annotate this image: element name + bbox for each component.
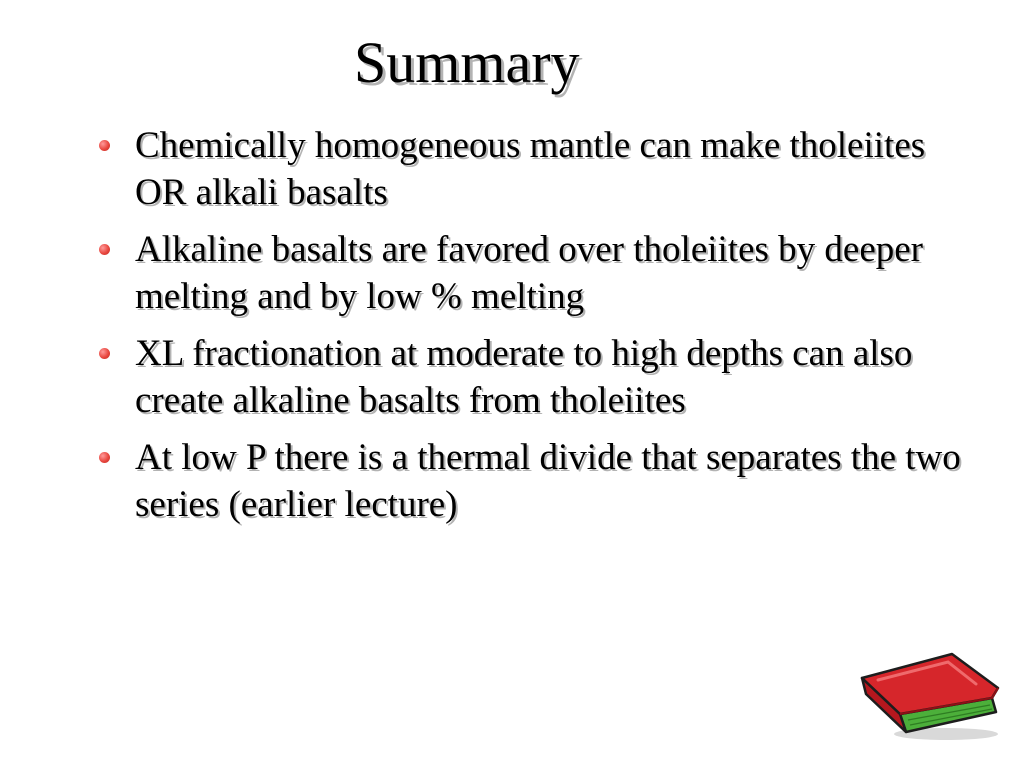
bullet-dot-icon	[99, 348, 110, 359]
bullet-text: XL fractionation at moderate to high depths can also create alkaline basalts from tholeiites	[135, 333, 913, 421]
bullet-dot-icon	[99, 244, 110, 255]
bullet-text: At low P there is a thermal divide that separates the two series (earlier lecture)	[135, 437, 961, 525]
bullet-list	[96, 122, 966, 538]
bullet-dot-icon	[99, 140, 110, 151]
bullet-item	[96, 330, 966, 424]
bullet-item	[96, 122, 966, 216]
bullet-text: Alkaline basalts are favored over tholeiites by deeper melting and by low % melting	[135, 229, 923, 317]
bullet-dot-icon	[99, 452, 110, 463]
bullet-item	[96, 434, 966, 528]
slide-title: Summary	[354, 30, 580, 95]
book-icon	[856, 648, 1006, 744]
bullet-text: Chemically homogeneous mantle can make tholeiites OR alkali basalts	[135, 125, 926, 213]
bullet-item	[96, 226, 966, 320]
